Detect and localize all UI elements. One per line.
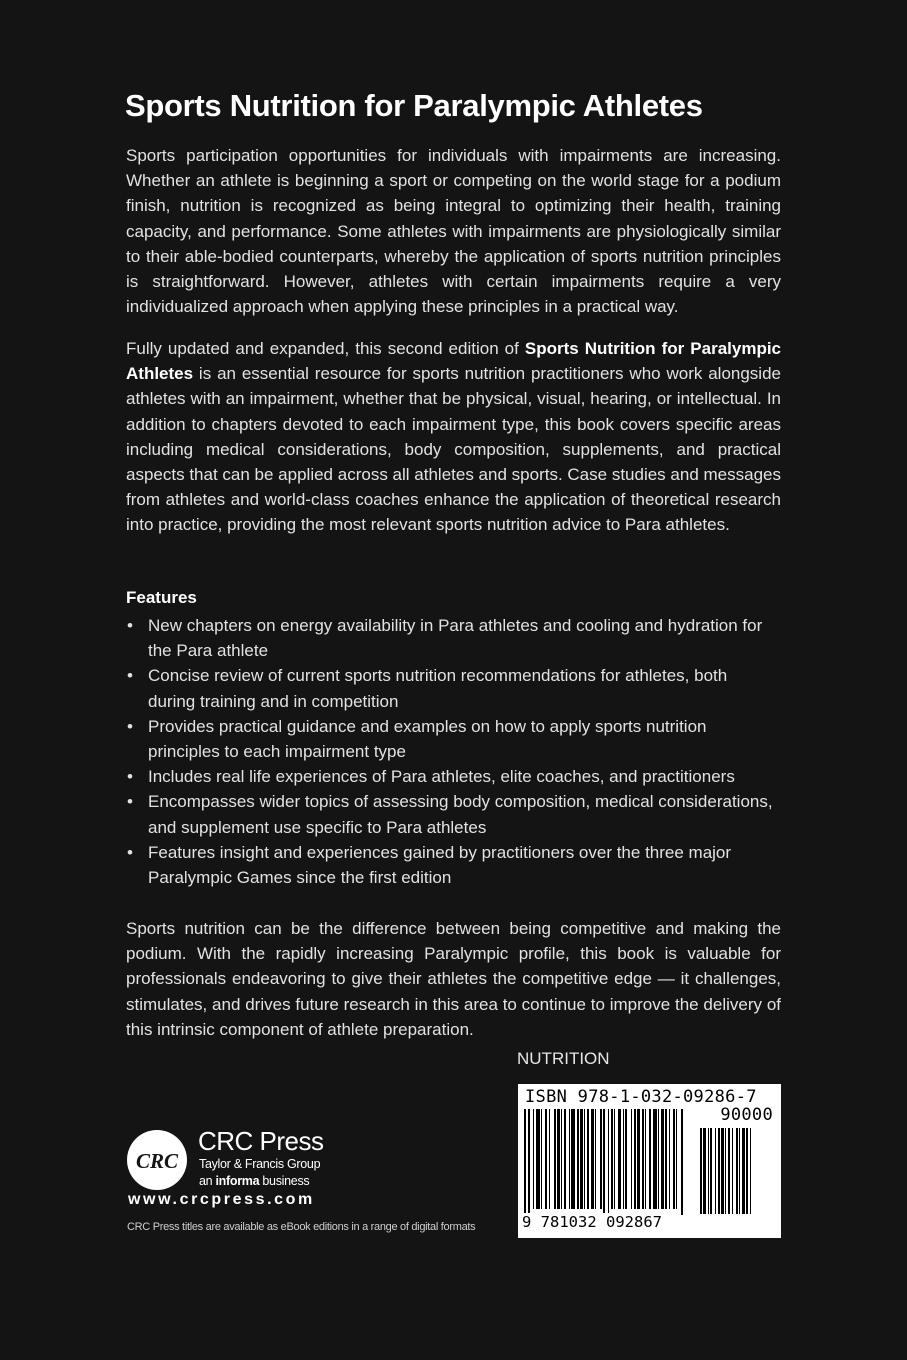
barcode-bar [608,1109,609,1215]
bullet-icon: • [127,842,133,862]
barcode-bar [623,1109,624,1209]
barcode-bar [600,1109,602,1209]
barcode-bar [732,1128,733,1214]
feature-item [126,613,776,663]
barcode-bar [742,1128,745,1214]
features-list [126,613,776,890]
business-prefix: an [199,1174,216,1188]
feature-text: Provides practical guidance and examples on how to apply sports nutrition principles to each impairment type [148,716,707,762]
barcode-bar [739,1128,740,1214]
feature-item [126,789,776,839]
barcode-bar [549,1109,550,1209]
barcode-bar [728,1128,730,1214]
barcode-bar [710,1128,712,1214]
feature-text: Features insight and experiences gained by practitioners over the three major Paralympic Games since the first edition [148,842,732,888]
barcode-bar [541,1109,542,1209]
barcode-bar [637,1109,640,1209]
feature-text: Encompasses wider topics of assessing body composition, medical considerations, and supplement use specific to Para athletes [148,792,773,837]
barcode-bar [715,1128,716,1214]
ean-bars [524,1109,694,1227]
publisher-website: www.crcpress.com [128,1191,315,1208]
barcode-bar [642,1109,644,1209]
barcode-bar [603,1109,605,1215]
description-paragraph [126,336,781,538]
feature-text: New chapters on energy availability in Para athletes and cooling and hydration for the Para athlete [148,616,763,661]
barcode-bar [625,1109,627,1209]
publisher-group: Taylor & Francis Group [199,1157,321,1171]
barcode-bar [557,1109,560,1209]
barcode-bar [658,1109,659,1209]
barcode-bar [584,1109,585,1209]
book-title: Sports Nutrition for Paralympic Athletes [125,88,703,123]
barcode-bar [661,1109,664,1209]
barcode-bar [595,1109,596,1209]
barcode-bar [580,1109,583,1209]
barcode-bar [524,1109,526,1215]
barcode-bar [649,1109,651,1209]
intro-paragraph: Sports participation opportunities for individuals with impairments are increasing. Whether an athlete is beginning a sport or competing on the world stage for a podium finish, nutrition is recognized as being integral to optimizing their health, training capacity, and performance. Some athletes with impairments are physiologically similar to their able-bodied counterparts, whereby the application of sports nutrition principles is straightforward. However, athletes with certain impairments require a very individualized approach when applying these principles in a practical way. [126,146,781,317]
barcode-bar [721,1128,724,1214]
addon-bars [700,1128,772,1228]
barcode-bar [736,1128,738,1214]
feature-item [126,663,776,713]
barcode-bar [571,1109,575,1209]
barcode-bar [536,1109,540,1209]
barcode-bar [618,1109,621,1209]
barcode-bar [708,1128,709,1214]
bullet-icon: • [127,792,133,812]
barcode-bar [746,1128,748,1214]
barcode-bar [725,1128,726,1214]
barcode-bar [750,1128,751,1214]
feature-item [126,714,776,764]
logo-text: CRC [135,1149,179,1173]
barcode-bar [614,1109,615,1209]
business-brand: informa [215,1174,260,1188]
barcode-bar [591,1109,594,1209]
barcode-bar [669,1109,670,1209]
barcode-bar [653,1109,657,1209]
barcode-bar [631,1109,632,1209]
barcode-bar [577,1109,579,1209]
subject-category: NUTRITION [517,1049,610,1068]
ebook-note: CRC Press titles are available as eBook editions in a range of digital formats [127,1221,476,1233]
barcode-bar [700,1128,702,1214]
barcode-bar [545,1109,547,1209]
isbn-barcode [518,1084,781,1238]
crc-logo-icon [126,1129,188,1191]
feature-text: Concise review of current sports nutrition recommendations for athletes, both during training and in competition [148,666,728,711]
business-suffix: business [259,1174,310,1188]
barcode-bar [676,1109,677,1209]
barcode-bar [611,1109,613,1209]
bullet-icon: • [127,666,133,686]
barcode-bar [587,1109,589,1209]
isbn-text: ISBN 978-1-032-09286-7 [525,1087,757,1107]
barcode-bar [718,1128,720,1214]
barcode-bar [564,1109,566,1209]
barcode-bar [569,1109,570,1209]
barcode-bar [703,1128,706,1214]
feature-item [126,840,776,890]
bullet-icon: • [127,767,133,787]
description-prefix: Fully updated and expanded, this second edition of [126,339,525,358]
bullet-icon: • [127,616,133,635]
barcode-bar [533,1109,534,1209]
bullet-icon: • [127,716,133,736]
features-heading: Features [126,588,197,607]
closing-paragraph: Sports nutrition can be the difference between being competitive and making the podium. With the rapidly increasing Paralympic profile, this book is valuable for professionals endeavoring to give their athletes the competitive edge — it challenges, stimulates, and drives future research in this area to continue to improve the delivery of this intrinsic component of athlete preparation. [126,919,781,1039]
price-code: 90000 [720,1105,773,1125]
barcode-bar [681,1109,683,1215]
feature-text: Includes real life experiences of Para athletes, elite coaches, and practitioners [148,767,735,787]
barcode-bar [554,1109,556,1209]
barcode-bar [528,1109,530,1215]
barcode-bar [634,1109,636,1209]
description-suffix: is an essential resource for sports nutrition practitioners who work alongside athletes with an impairment, whether that be physical, visual, hearing, or intellectual. In addition to chapters devoted to each impairment type, this book covers specific areas including medical considerations, body composition, supplements, and practical aspects that can be applied across all athletes and sports. Case studies and messages from athletes and world-class coaches enhance the application of theoretical research into practice, providing the most relevant sports nutrition advice to Para athletes. [126,364,781,535]
barcode-bar [673,1109,675,1209]
description-book-title: Sports Nutrition for Paralympic Athletes [126,339,782,384]
barcode-bar [645,1109,646,1209]
barcode-bar [561,1109,562,1209]
publisher-name: CRC Press [198,1126,324,1156]
barcode-bar [665,1109,667,1209]
publisher-business [199,1174,309,1188]
ean-digits: 9 781032 092867 [522,1213,662,1231]
feature-item [126,764,776,789]
